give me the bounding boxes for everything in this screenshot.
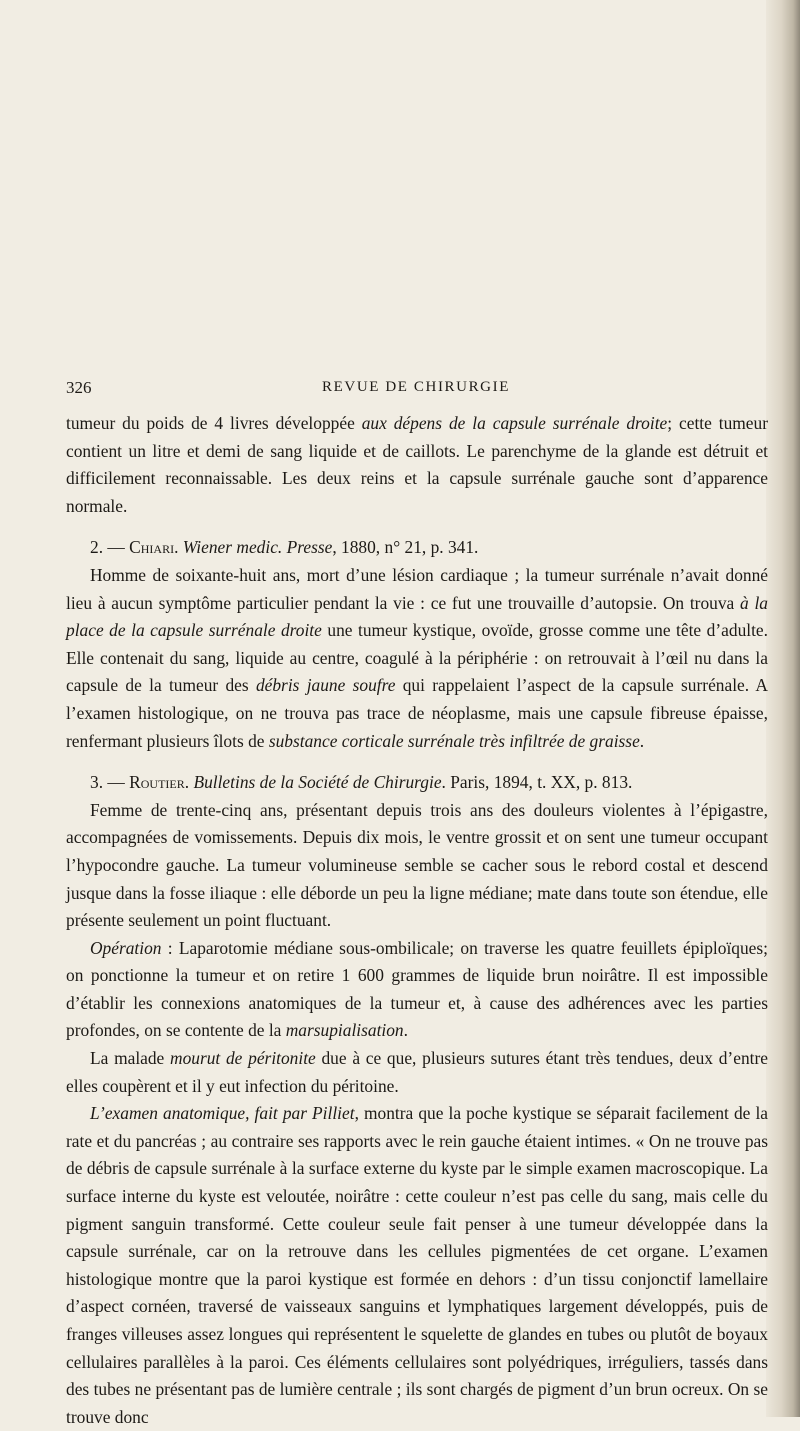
- italic-run: à la place de la capsule surrénale droite: [66, 592, 768, 641]
- text-run: qui rappelaient l’aspect de la capsule surrénale. A l’examen histologique, on ne trouva pas trace de néoplasme, mais une capsule fibreuse épaisse, renfermant plusieurs îlots de: [66, 675, 768, 751]
- page-number: 326: [66, 378, 92, 397]
- text-run: ; cette tumeur contient un litre et demi de sang liquide et de caillots. Le parenchyme de la glande est détruit et difficilement reconnaissable. Les deux reins et la capsule surrénale gauche sont d’apparence normale.: [66, 413, 768, 516]
- text-run: .: [403, 1020, 408, 1041]
- page-header: [66, 378, 766, 402]
- reference-author: Routier.: [129, 772, 190, 793]
- text-run: tumeur du poids de 4 livres développée: [66, 413, 362, 433]
- text-run: , montra que la poche kystique se séparait facilement de la rate et du pancréas ; au contraire ses rapports avec le rein gauche étaient intimes. « On ne trouve pas de débris de capsule surrénale à la surface externe du kyste par le simple examen macroscopique. La surface interne du kyste est veloutée, noirâtre : cette couleur n’est pas celle du sang, mais celle du pigment sanguin transformé. Cette couleur seule fait penser à une tumeur développée dans la capsule surrénale, car on la retrouve dans les cellules pigmentées de cet organe. L’examen histologique montre que la paroi kystique est formée en dehors : d’un tissu conjonctif lamellaire d’aspect cornéen, traversé de vaisseaux sanguins et lymphatiques largement développés, puis de franges villeuses assez longues qui représentent le squelette de glandes en tubes ou plutôt de boyaux cellulaires parallèles à la paroi. Ces éléments cellulaires sont polyédriques, irréguliers, tassés dans des tubes ne présentant pas de lumière centrale ; ils sont chargés de pigment d’un brun ocreux. On se trouve donc: [66, 1103, 769, 1427]
- italic-run: débris jaune soufre: [255, 675, 396, 696]
- paragraph-case-3-history: [66, 797, 768, 935]
- italic-run: L’examen anatomique, fait par Pilliet: [90, 1103, 355, 1124]
- text-run: Femme de trente-cinq ans, présentant depuis trois ans des douleurs violentes à l’épigastre, accompagnées de vomissements. Depuis dix mois, le ventre grossit et on sent une tumeur occupant l’hypocondre gauche. La tumeur volumineuse semble se cacher sous le rebord costal et descend jusque dans la fosse iliaque : elle déborde un peu la ligne médiane; mate dans toute son étendue, elle présente seulement un point fluctuant.: [66, 799, 768, 931]
- reference-number: 2. —: [90, 537, 130, 558]
- reference-journal: Bulletins de la Société de Chirurgie: [193, 772, 442, 793]
- italic-run: aux dépens de la capsule surrénale droite: [361, 413, 668, 433]
- reference-number: 3. —: [90, 772, 130, 793]
- reference-chiari: [66, 534, 768, 562]
- reference-details: , 1880, n° 21, p. 341.: [332, 537, 479, 558]
- text-run: .: [639, 730, 645, 751]
- body-text: [66, 410, 768, 1431]
- paragraph-outcome: [66, 1045, 768, 1100]
- paragraph-gap: [66, 520, 768, 534]
- text-run: une tumeur kystique, ovoïde, grosse comme une tête d’adulte. Elle contenait du sang, liquide au centre, coagulé à la périphérie : on retrouvait à l’œil nu dans la capsule de la tumeur des: [66, 620, 768, 696]
- text-run: La malade: [90, 1048, 171, 1069]
- reference-journal: Wiener medic. Presse: [182, 537, 333, 558]
- reference-routier: [66, 769, 768, 797]
- paragraph-1: [66, 410, 768, 520]
- italic-run: mourut de péritonite: [170, 1048, 316, 1069]
- text-run: Homme de soixante-huit ans, mort d’une lésion cardiaque ; la tumeur surrénale n’avait donné lieu à aucun symptôme particulier pendant la vie : ce fut une trouvaille d’autopsie. On trouva: [66, 564, 768, 613]
- reference-author: Chiari.: [129, 537, 179, 558]
- text-run: : Laparotomie médiane sous-ombilicale; on traverse les quatre feuillets épiploïques; on ponctionne la tumeur et on retire 1 600 grammes de liquide brun noirâtre. Il est impossible d’établir les connexions anatomiques de la tumeur et, à cause des adhérences avec les parties profondes, on se contente de la: [66, 937, 768, 1041]
- paragraph-operation: [66, 935, 768, 1045]
- italic-run: substance corticale surrénale très infiltrée de graisse: [268, 730, 640, 751]
- paragraph-case-2: [66, 562, 768, 755]
- text-run: due à ce que, plusieurs sutures étant très tendues, deux d’entre elles coupèrent et il y eut infection du péritoine.: [66, 1048, 768, 1096]
- paragraph-gap: [66, 755, 768, 769]
- italic-run: marsupialisation: [285, 1020, 404, 1041]
- paragraph-anatomic-exam: [66, 1100, 768, 1431]
- page-edge-shadow: [766, 0, 800, 1417]
- italic-run: Opération: [90, 937, 162, 958]
- reference-details: . Paris, 1894, t. XX, p. 813.: [441, 772, 633, 793]
- running-head: REVUE DE CHIRURGIE: [322, 379, 510, 395]
